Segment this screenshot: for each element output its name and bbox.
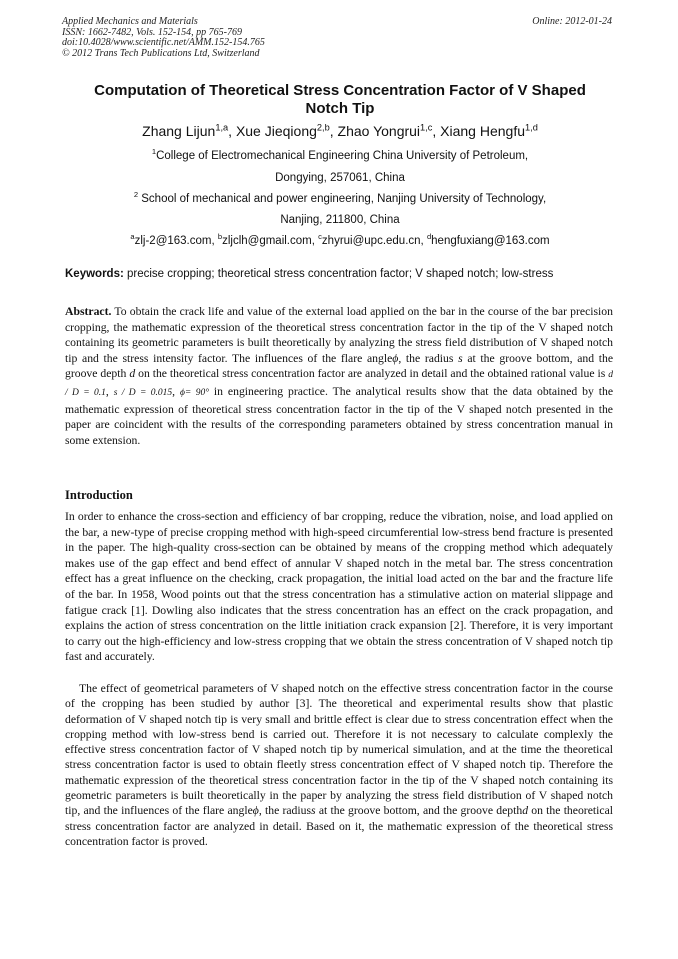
email-mark: b (217, 232, 223, 242)
abstract-text: in engineering practice. The analytical results show that the data obtained by the mathematic expression of theoretical stress concentration factor in the tip of the V shaped notch presented in the paper are coincident with the results of the corresponding parameters obtained by stress concentration manual in some extension. (65, 384, 614, 447)
abstract-text: , (172, 384, 176, 398)
author-name: Xue Jieqiong (235, 123, 317, 139)
affiliation-mark: 2 (133, 190, 139, 200)
issn-line: ISSN: 1662-7482, Vols. 152-154, pp 765-769 (62, 26, 242, 38)
online-date: Online: 2012-01-24 (532, 16, 612, 27)
author-name: Zhang Lijun (142, 123, 216, 139)
s-symbol: s (458, 351, 463, 365)
author-separator: , (329, 123, 338, 139)
author-affiliation-mark: 2,b (316, 122, 330, 133)
paragraph-text: at the groove bottom, and the groove depth (315, 804, 523, 818)
email-mark: a (130, 232, 135, 242)
affiliation-text: School of mechanical and power engineering, Nanjing University of Technology, (141, 193, 547, 205)
journal-header (62, 17, 618, 59)
journal-name: Applied Mechanics and Materials (62, 16, 198, 27)
email-address: zhyrui@upc.edu.cn (321, 235, 421, 247)
email-address: zlj-2@163.com (134, 235, 212, 247)
author-separator: , (432, 123, 441, 139)
paper-title (62, 82, 618, 118)
abstract-label: Abstract. (65, 305, 112, 318)
keywords-label: Keywords: (65, 268, 124, 280)
author-name: Xiang Hengfu (440, 123, 525, 139)
abstract-text: at the groove bottom, and the groove depth (65, 351, 614, 381)
introduction-paragraph-2 (65, 681, 613, 849)
doi-line: doi:10.4028/www.scientific.net/AMM.152-154.765 (62, 37, 265, 48)
affiliation-2-line-1 (62, 190, 618, 205)
affiliation-1-line-1 (62, 147, 618, 162)
d-symbol: d (522, 804, 529, 818)
author-separator: , (228, 123, 236, 139)
angle-equation: ϕ= 90° (180, 387, 209, 398)
author-affiliation-mark: 1,c (420, 122, 433, 133)
equation-separator: , (105, 384, 114, 398)
phi-symbol: ϕ (392, 351, 399, 365)
s-symbol: s (311, 804, 316, 818)
abstract-text: To obtain the crack life and value of the external load applied on the bar in the course of the bar precision cropping, the mathematic expression of the theoretical stress concentration factor in the tip of the V shaped notch containing its geometric parameters is built theoretically by analyzing the stress field distribution of V shaped notch tip and the stress intensity factor. The influences of the flare angle (65, 305, 613, 365)
email-list: $^a$zlj-2@163.com, $^b$zljclh@gmail.com, $^c$zhyrui@upc.edu.cn, $^d$hengfuxiang@163.com (130, 232, 550, 247)
paragraph-text: on the theoretical stress concentration factor are analyzed in detail. Based on it, the mathematic expression of the theoretical stress concentration factor is proved. (65, 804, 614, 848)
d-symbol: d (129, 367, 136, 381)
email-mark: c (318, 232, 322, 242)
keywords-text: precise cropping; theoretical stress concentration factor; V shaped notch; low-stress (127, 268, 554, 280)
affiliation-1-line-2: Dongying, 257061, China (275, 172, 405, 184)
author-affiliation-mark: 1,a (215, 122, 229, 133)
affiliation-mark: 1 (151, 147, 157, 157)
author-list (62, 123, 618, 139)
introduction-heading: Introduction (65, 488, 133, 502)
email-address: zljclh@gmail.com (222, 235, 312, 247)
abstract-text: on the theoretical stress concentration factor are analyzed in detail and the obtained rational value is (135, 367, 609, 381)
email-address: hengfuxiang@163.com (431, 235, 550, 247)
ratio-equation: s / D = 0.015 (113, 387, 173, 398)
ratio-equation: d / D = 0.1 (65, 370, 614, 398)
affiliation-2-line-2: Nanjing, 211800, China (280, 214, 400, 226)
keywords (65, 268, 618, 280)
affiliation-text: College of Electromechanical Engineering China University of Petroleum, (156, 150, 529, 162)
author-affiliation-mark: 1,d (525, 122, 538, 133)
author-name: Zhao Yongrui (337, 123, 421, 139)
email-mark: d (426, 232, 432, 242)
copyright-line: © 2012 Trans Tech Publications Ltd, Switzerland (62, 47, 260, 59)
paragraph-text: , the radius (258, 804, 312, 818)
paragraph-text: The effect of geometrical parameters of V shaped notch on the effective stress concentration factor in the course of the cropping has been studied by author [3]. The theoretical and experimental results show that plastic deformation of V shaped notch tip is very small and brittle effect is clear due to stress concentration effect when the cropping method with low-stress bend is carried out. Therefore it is not necessary to calculate complexly the effective stress concentration factor of V shaped notch tip by numerical simulation, and at the time the theoretical stress concentration factor is used to obtain fleetly stress concentration effect of V shaped notch tip. Therefore the mathematic expression of the theoretical stress concentration factor in the tip of the V shaped notch containing its geometric parameters is built theoretically in the paper by analyzing the stress field distribution of V shaped notch tip, and the influences of the flare angle (65, 682, 613, 818)
introduction-paragraph-1: In order to enhance the cross-section and efficiency of bar cropping, reduce the vibration, noise, and load applied on the bar, a new-type of precise cropping method with high-speed circumferential low-stress bend fracture is presented in the paper. The high-quality cross-section can be obtained by means of the cropping method which adequately makes use of the gap effect and bend effect of annular V shaped notch in the metal bar. The stress concentration effect has a great influence on the checking, crack propagation, the initial load acted on the bar and the fracture life of the bar. In 1958, Wood points out that the stress concentration has a stimulative action on material slippage and fatigue crack [1]. Dowling also indicates that the stress concentration has an effect on the crack propagation, and explains the action of stress concentration on the little initiation crack expansion [2]. Therefore, it is very important to carry out the high-efficiency and low-stress cropping that we obtain the stress concentration of V shaped notch tip fast and accurately. (65, 510, 613, 664)
abstract-paragraph (65, 304, 613, 448)
title-line-2: Notch Tip (305, 100, 375, 117)
title-line-1: Computation of Theoretical Stress Concentration Factor of V Shaped (94, 82, 586, 99)
phi-symbol: ϕ (252, 804, 259, 818)
abstract-text: , the radius (398, 351, 459, 365)
